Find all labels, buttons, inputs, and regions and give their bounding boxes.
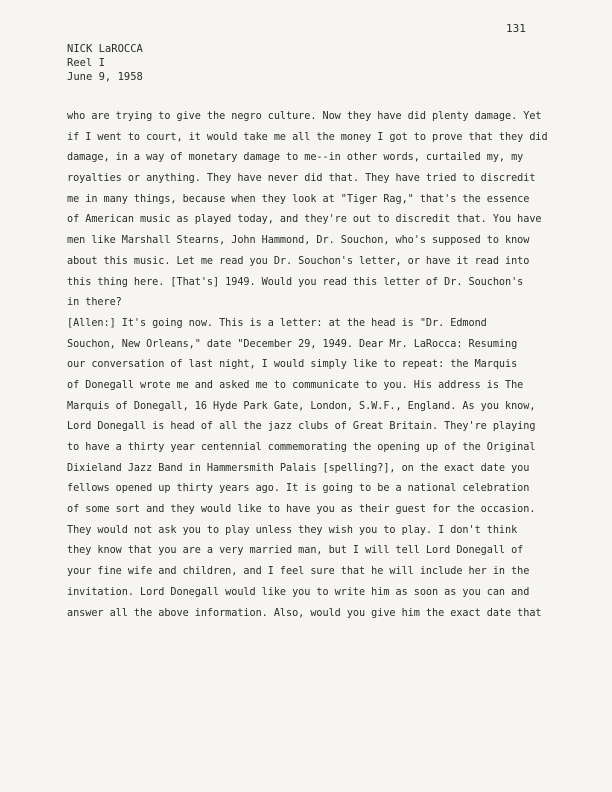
transcript-line: who are trying to give the negro culture. Now they have did plenty damage. Yet — [67, 111, 542, 122]
transcript-line: men like Marshall Stearns, John Hammond, Dr. Souchon, who's supposed to know — [67, 235, 530, 247]
transcript-line: [Allen:] It's going now. This is a letter: at the head is "Dr. Edmond — [67, 317, 487, 329]
transcript-line: of some sort and they would like to have you as their guest for the occasion. — [67, 504, 536, 516]
transcript-line: Souchon, New Orleans," date "December 29, 1949. Dear Mr. LaRocca: Resuming — [67, 338, 518, 350]
transcript-line: to have a thirty year centennial commemorating the opening up of the Original — [67, 442, 536, 453]
transcript-line: royalties or anything. They have never did that. They have tried to discredit — [67, 173, 536, 185]
transcript-line: fellows opened up thirty years ago. It is going to be a national celebration — [67, 483, 530, 495]
transcript-line: answer all the above information. Also, would you give him the exact date that — [67, 607, 542, 619]
page-number: 131 — [506, 22, 526, 35]
transcript-line: me in many things, because when they look at "Tiger Rag," that's the essence — [67, 193, 530, 205]
transcript-line: about this music. Let me read you Dr. Souchon's letter, or have it read into — [67, 255, 530, 267]
transcript-line: Dixieland Jazz Band in Hammersmith Palais [spelling?], on the exact date you — [67, 462, 530, 474]
interviewee-name: NICK LaROCCA — [67, 43, 143, 55]
reel-label: Reel I — [67, 57, 105, 69]
transcript-line: invitation. Lord Donegall would like you to write him as soon as you can and — [67, 586, 530, 598]
transcript-header — [67, 42, 143, 84]
transcript-line: your fine wife and children, and I feel sure that he will include her in the — [67, 566, 530, 578]
transcript-body — [67, 107, 567, 624]
transcript-line: Marquis of Donegall, 16 Hyde Park Gate, London, S.W.F., England. As you know, — [67, 400, 536, 412]
transcript-line: in there? — [67, 297, 122, 309]
transcript-line: this thing here. [That's] 1949. Would you read this letter of Dr. Souchon's — [67, 276, 524, 288]
interview-date: June 9, 1958 — [67, 71, 143, 83]
transcript-line: if I went to court, it would take me all the money I got to prove that they did — [67, 131, 548, 143]
transcript-line: Lord Donegall is head of all the jazz clubs of Great Britain. They're playing — [67, 421, 536, 433]
transcript-line: They would not ask you to play unless they wish you to play. I don't think — [67, 524, 518, 536]
transcript-line: of Donegall wrote me and asked me to communicate to you. His address is The — [67, 379, 524, 391]
transcript-line: of American music as played today, and they're out to discredit that. You have — [67, 214, 542, 226]
transcript-line: they know that you are a very married man, but I will tell Lord Donegall of — [67, 545, 524, 557]
transcript-line: damage, in a way of monetary damage to me--in other words, curtailed my, my — [67, 152, 524, 164]
transcript-line: our conversation of last night, I would simply like to repeat: the Marquis — [67, 359, 518, 371]
